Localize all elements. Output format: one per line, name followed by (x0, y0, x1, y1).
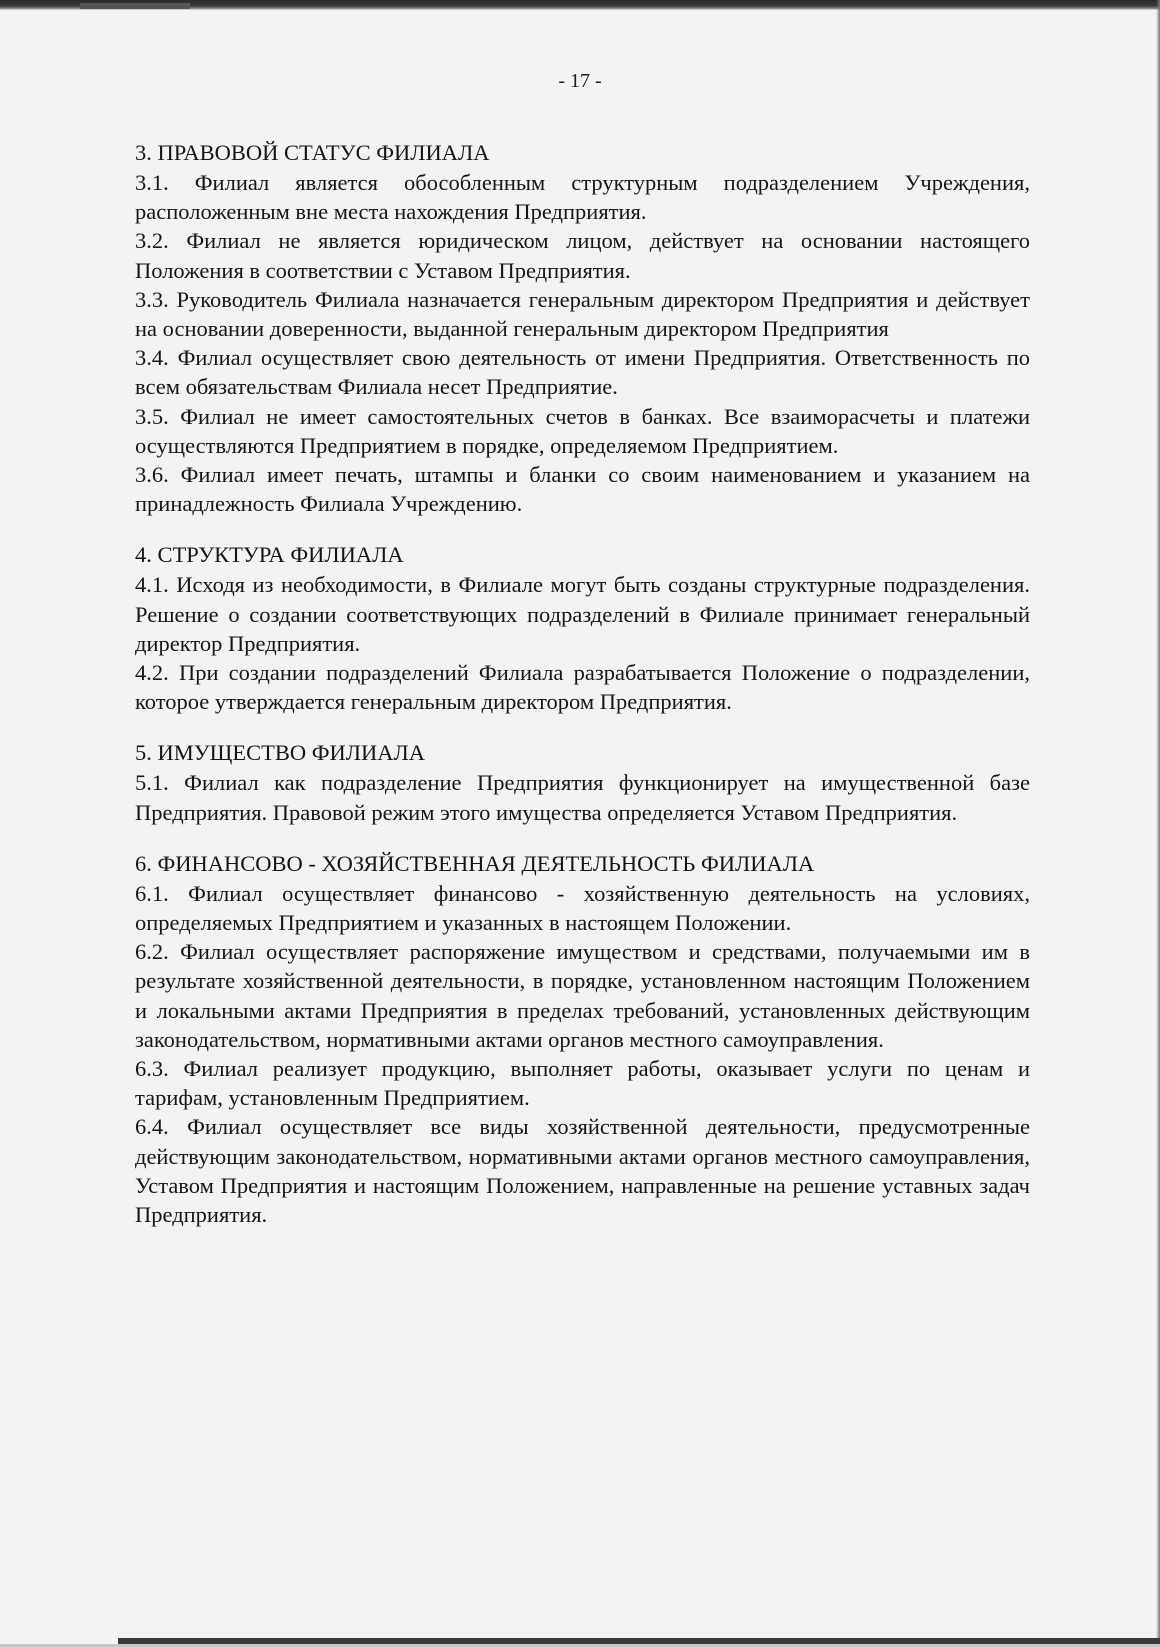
paragraph-5-1: 5.1. Филиал как подразделение Предприятия функционирует на имущественной базе Предприятия. Правовой режим этого имущества определяется Уставом Предприятия. (135, 770, 1030, 825)
paragraph-6-4: 6.4. Филиал осуществляет все виды хозяйственной деятельности, предусмотренные действующим законодательством, нормативными актами органов местного самоуправления, Уставом Предприятия и настоящим Положением, направленные на решение уставных задач Предприятия. (135, 1114, 1030, 1228)
paragraph-6-3: 6.3. Филиал реализует продукцию, выполняет работы, оказывает услуги по ценам и тарифам, установленным Предприятием. (135, 1056, 1030, 1111)
paragraph-3-1: 3.1. Филиал является обособленным структурным подразделением Учреждения, расположенным вне места нахождения Предприятия. (135, 170, 1030, 225)
section-spacer (135, 827, 1030, 849)
paragraph-3-4: 3.4. Филиал осуществляет свою деятельность от имени Предприятия. Ответственность по всем обязательствам Филиала несет Предприятие. (135, 345, 1030, 400)
paragraph-3-3: 3.3. Руководитель Филиала назначается генеральным директором Предприятия и действует на основании доверенности, выданной генеральным директором Предприятия (135, 286, 1030, 342)
section-legal-status (135, 138, 1030, 518)
section-spacer (135, 716, 1030, 738)
section-title: 4. СТРУКТУРА ФИЛИАЛА (135, 542, 404, 568)
section-title: 3. ПРАВОВОЙ СТАТУС ФИЛИАЛА (135, 140, 490, 165)
paragraph-3-2: 3.2. Филиал не является юридическом лицом, действует на основании настоящего Положения в соответствии с Уставом Предприятия. (135, 228, 1030, 283)
paragraph-4-2: 4.2. При создании подразделений Филиала разрабатывается Положение о подразделении, которое утверждается генеральным директором Предприятия. (135, 660, 1030, 715)
section-property (135, 738, 1030, 826)
document-body (135, 138, 1030, 1229)
section-structure (135, 540, 1030, 716)
section-finance (135, 849, 1030, 1229)
section-title: 5. ИМУЩЕСТВО ФИЛИАЛА (135, 740, 426, 766)
section-spacer (135, 518, 1030, 540)
paragraph-6-1: 6.1. Филиал осуществляет финансово - хозяйственную деятельность на условиях, определяемых Предприятием и указанных в настоящем Положении. (135, 880, 1030, 936)
scan-right-edge (1156, 0, 1160, 1647)
paragraph-6-2: 6.2. Филиал осуществляет распоряжение имуществом и средствами, получаемыми им в результате хозяйственной деятельности, в порядке, установленном настоящим Положением и локальными актами Предприятия в пределах требований, установленных действующим законодательством, нормативными актами органов местного самоуправления. (135, 939, 1030, 1052)
scan-top-mark (80, 3, 190, 9)
page-number: - 17 - (558, 70, 602, 92)
paragraph-3-5: 3.5. Филиал не имеет самостоятельных счетов в банках. Все взаиморасчеты и платежи осуществляются Предприятием в порядке, определяемом Предприятием. (135, 403, 1030, 458)
paragraph-4-1: 4.1. Исходя из необходимости, в Филиале могут быть созданы структурные подразделения. Решение о создании соответствующих подразделений в Филиале принимает генеральный директор Предприятия. (135, 572, 1030, 656)
paragraph-3-6: 3.6. Филиал имеет печать, штампы и бланки со своим наименованием и указанием на принадлежность Филиала Учреждению. (135, 462, 1030, 517)
section-title: 6. ФИНАНСОВО - ХОЗЯЙСТВЕННАЯ ДЕЯТЕЛЬНОСТЬ ФИЛИАЛА (135, 850, 815, 876)
